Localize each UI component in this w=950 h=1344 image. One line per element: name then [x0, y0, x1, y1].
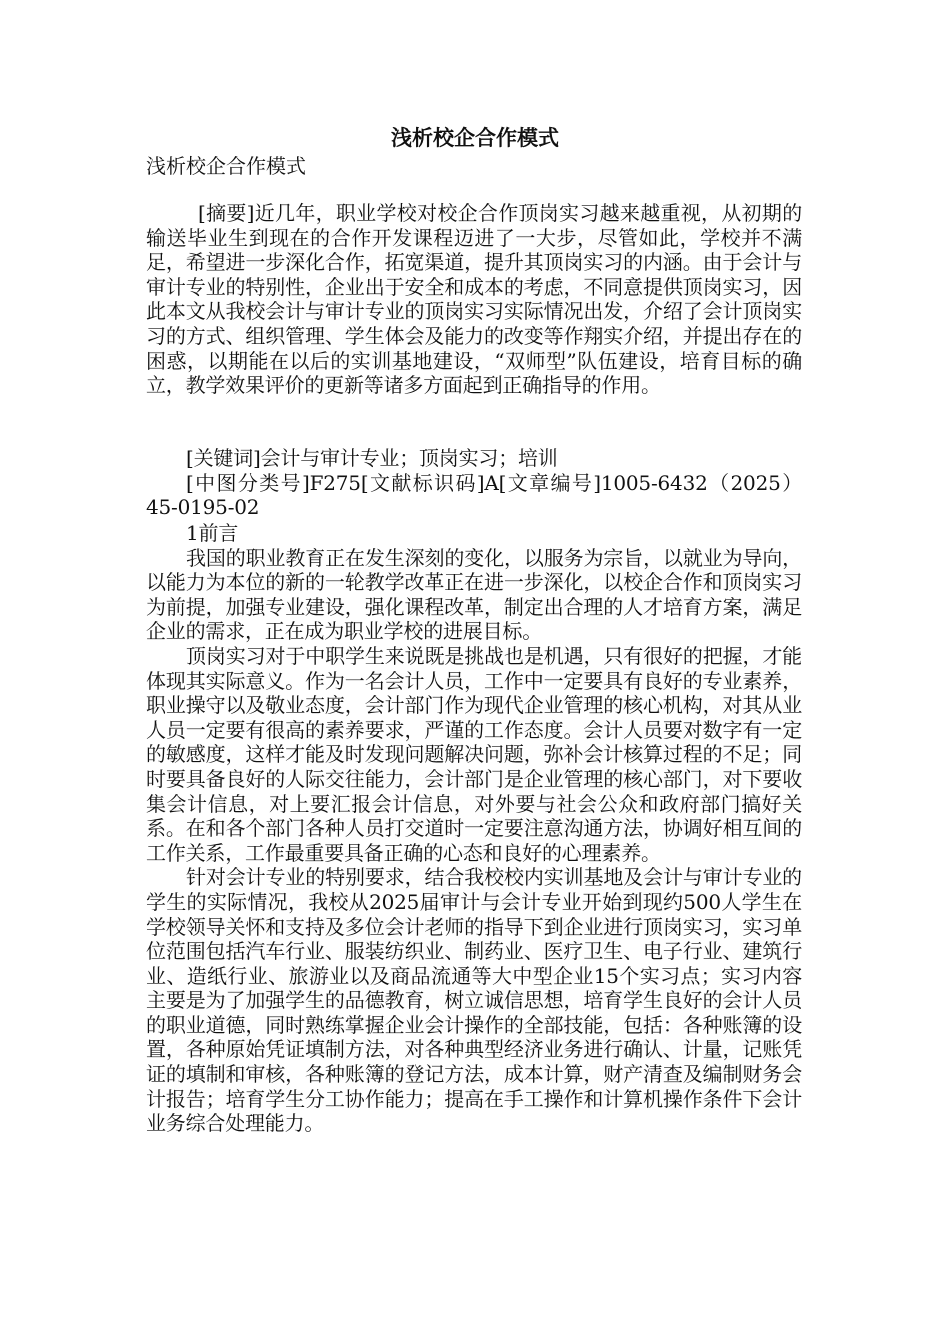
section-heading: 1前言	[186, 521, 239, 545]
keywords-line: [关键词]会计与审计专业；顶岗实习；培训	[186, 446, 558, 470]
body-paragraph: 针对会计专业的特别要求，结合我校校内实训基地及会计与审计专业的学生的实际情况，我校从2025届审计与会计专业开始到现约500人学生在学校领导关怀和支持及多位会计老师的指导下到企业进行顶岗实习，实习单位范围包括汽车行业、服装纺织业、制药业、医疗卫生、电子行业、建筑行业、造纸行业、旅游业以及商品流通等大中型企业15个实习点；实习内容主要是为了加强学生的品德教育，树立诚信思想，培育学生良好的会计人员的职业道德，同时熟练掌握企业会计操作的全部技能，包括：各种账簿的设置，各种原始凭证填制方法，对各种典型经济业务进行确认、计量，记账凭证的填制和审核，各种账簿的登记方法，成本计算，财产清查及编制财务会计报告；培育学生分工协作能力；提高在手工操作和计算机操作条件下会计业务综合处理能力。	[146, 865, 802, 1136]
classification-line: [中图分类号]F275[文献标识码]A[文章编号]1005-6432（2025）45-0195-02	[146, 470, 802, 520]
body-paragraph: 我国的职业教育正在发生深刻的变化，以服务为宗旨，以就业为导向，以能力为本位的新的一轮教学改革正在进一步深化，以校企合作和顶岗实习为前提，加强专业建设，强化课程改革，制定出合理的人才培育方案，满足企业的需求，正在成为职业学校的进展目标。	[146, 545, 802, 644]
metadata-section	[146, 446, 802, 520]
document-subtitle: 浅析校企合作模式	[146, 154, 306, 178]
body-paragraph: 顶岗实习对于中职学生来说既是挑战也是机遇，只有很好的把握，才能体现其实际意义。作为一名会计人员，工作中一定要具有良好的专业素养，职业操守以及敬业态度，会计部门作为现代企业管理的核心机构，对其从业人员一定要有很高的素养要求，严谨的工作态度。会计人员要对数字有一定的敏感度，这样才能及时发现问题解决问题，弥补会计核算过程的不足；同时要具备良好的人际交往能力，会计部门是企业管理的核心部门，对下要收集会计信息，对上要汇报会计信息，对外要与社会公众和政府部门搞好关系。在和各个部门各种人员打交道时一定要注意沟通方法，协调好相互间的工作关系，工作最重要具备正确的心态和良好的心理素养。	[146, 643, 802, 865]
abstract-section	[146, 201, 802, 398]
document-title: 浅析校企合作模式	[391, 126, 559, 150]
abstract-text: [摘要]近几年，职业学校对校企合作顶岗实习越来越重视，从初期的输送毕业生到现在的合作开发课程迈进了一大步，尽管如此，学校并不满足，希望进一步深化合作，拓宽渠道，提升其顶岗实习的内涵。由于会计与审计专业的特别性，企业出于安全和成本的考虑，不同意提供顶岗实习，因此本文从我校会计与审计专业的顶岗实习实际情况出发，介绍了会计顶岗实习的方式、组织管理、学生体会及能力的改变等作翔实介绍，并提出存在的困惑，以期能在以后的实训基地建设，“双师型”队伍建设，培育目标的确立，教学效果评价的更新等诸多方面起到正确指导的作用。	[146, 201, 802, 398]
main-body	[146, 521, 802, 1136]
